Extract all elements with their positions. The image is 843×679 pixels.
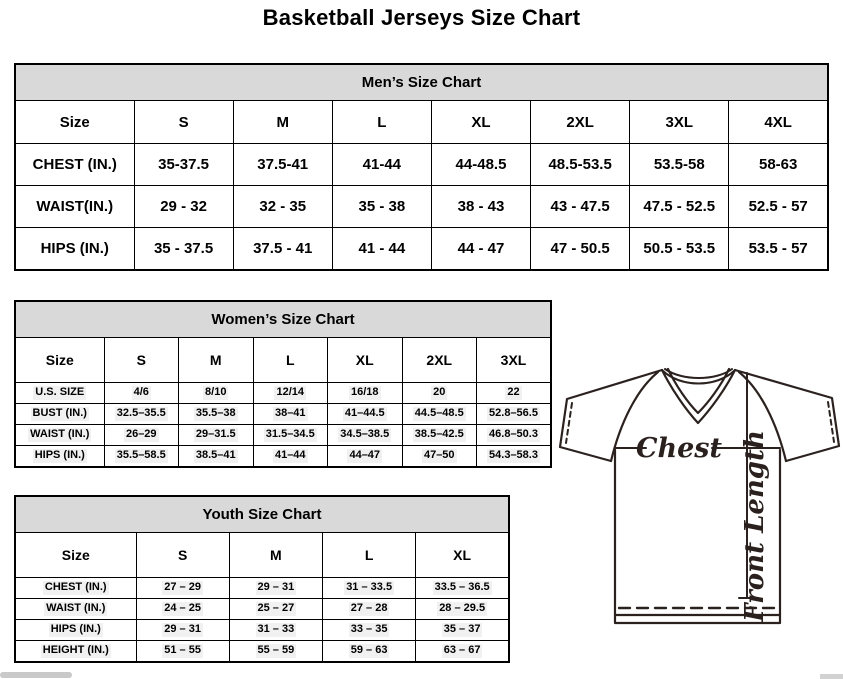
cell: 52.8–56.5	[477, 404, 552, 425]
mens-col-l: L	[332, 101, 431, 144]
cell: 31.5–34.5	[253, 425, 328, 446]
cell: 59 – 63	[323, 641, 416, 663]
womens-col-2xl: 2XL	[402, 338, 477, 383]
youth-height-row	[15, 641, 509, 663]
cell: 47.5 - 52.5	[630, 186, 729, 228]
cell: 35 – 37	[416, 620, 509, 641]
youth-size-header-row	[15, 533, 509, 578]
womens-size-chart-table	[14, 300, 552, 468]
womens-col-s: S	[104, 338, 179, 383]
mens-size-header-row	[15, 101, 828, 144]
cell: 50.5 - 53.5	[630, 228, 729, 271]
cell: 47 - 50.5	[531, 228, 630, 271]
youth-col-l: L	[323, 533, 416, 578]
cell: 44.5–48.5	[402, 404, 477, 425]
cell: 55 – 59	[229, 641, 322, 663]
cell: 47–50	[402, 446, 477, 468]
womens-bust-row	[15, 404, 551, 425]
cell: 44-48.5	[431, 144, 530, 186]
cell: 41–44.5	[328, 404, 403, 425]
cell: 48.5-53.5	[531, 144, 630, 186]
mens-col-2xl: 2XL	[531, 101, 630, 144]
cell: 43 - 47.5	[531, 186, 630, 228]
cell: 28 – 29.5	[416, 599, 509, 620]
mens-chart-header: Men’s Size Chart	[15, 64, 828, 101]
womens-ussize-row	[15, 383, 551, 404]
mens-col-4xl: 4XL	[729, 101, 828, 144]
cell: 34.5–38.5	[328, 425, 403, 446]
youth-hips-row	[15, 620, 509, 641]
youth-col-m: M	[229, 533, 322, 578]
youth-chart-header: Youth Size Chart	[15, 496, 509, 533]
cell: 41–44	[253, 446, 328, 468]
back-collar-arc-shallow	[665, 369, 732, 378]
youth-col-size: Size	[15, 533, 136, 578]
row-label: BUST (IN.)	[15, 404, 104, 425]
mens-col-size: Size	[15, 101, 134, 144]
cell: 25 – 27	[229, 599, 322, 620]
cell: 27 – 28	[323, 599, 416, 620]
row-label: WAIST(IN.)	[15, 186, 134, 228]
cell: 29 - 32	[134, 186, 233, 228]
mens-col-3xl: 3XL	[630, 101, 729, 144]
row-label: WAIST (IN.)	[15, 599, 136, 620]
cell: 32 - 35	[233, 186, 332, 228]
cell: 35 - 38	[332, 186, 431, 228]
cell: 29–31.5	[179, 425, 254, 446]
cell: 33 – 35	[323, 620, 416, 641]
cell: 16/18	[328, 383, 403, 404]
youth-col-xl: XL	[416, 533, 509, 578]
cell: 35.5–58.5	[104, 446, 179, 468]
front-length-label: Front Length	[740, 430, 770, 622]
cell: 31 – 33	[229, 620, 322, 641]
cell: 35-37.5	[134, 144, 233, 186]
cell: 26–29	[104, 425, 179, 446]
cell: 52.5 - 57	[729, 186, 828, 228]
jersey-measurement-diagram	[558, 362, 843, 662]
cell: 38.5–41	[179, 446, 254, 468]
cell: 53.5-58	[630, 144, 729, 186]
chest-label: Chest	[636, 433, 722, 464]
page-title: Basketball Jerseys Size Chart	[262, 5, 581, 30]
row-label: WAIST (IN.)	[15, 425, 104, 446]
mens-waist-row	[15, 186, 828, 228]
row-label: HIPS (IN.)	[15, 446, 104, 468]
cell: 54.3–58.3	[477, 446, 552, 468]
cell: 38–41	[253, 404, 328, 425]
mens-size-chart-table	[14, 63, 829, 271]
cell: 38 - 43	[431, 186, 530, 228]
row-label: CHEST (IN.)	[15, 144, 134, 186]
cell: 51 – 55	[136, 641, 229, 663]
cell: 32.5–35.5	[104, 404, 179, 425]
row-label: HEIGHT (IN.)	[15, 641, 136, 663]
mens-col-xl: XL	[431, 101, 530, 144]
cell: 33.5 – 36.5	[416, 578, 509, 599]
cell: 12/14	[253, 383, 328, 404]
youth-chest-row	[15, 578, 509, 599]
cell: 37.5-41	[233, 144, 332, 186]
womens-col-xl: XL	[328, 338, 403, 383]
cell: 24 – 25	[136, 599, 229, 620]
cell: 20	[402, 383, 477, 404]
cell: 44–47	[328, 446, 403, 468]
cell: 4/6	[104, 383, 179, 404]
row-label: CHEST (IN.)	[15, 578, 136, 599]
womens-hips-row	[15, 446, 551, 468]
cell: 58-63	[729, 144, 828, 186]
cell: 53.5 - 57	[729, 228, 828, 271]
womens-waist-row	[15, 425, 551, 446]
cell: 63 – 67	[416, 641, 509, 663]
cell: 29 – 31	[229, 578, 322, 599]
youth-waist-row	[15, 599, 509, 620]
mens-col-s: S	[134, 101, 233, 144]
mens-col-m: M	[233, 101, 332, 144]
row-label: U.S. SIZE	[15, 383, 104, 404]
cell: 41 - 44	[332, 228, 431, 271]
cell: 37.5 - 41	[233, 228, 332, 271]
cell: 46.8–50.3	[477, 425, 552, 446]
womens-col-m: M	[179, 338, 254, 383]
cell: 35 - 37.5	[134, 228, 233, 271]
cell: 29 – 31	[136, 620, 229, 641]
cell: 35.5–38	[179, 404, 254, 425]
cell: 38.5–42.5	[402, 425, 477, 446]
cell: 44 - 47	[431, 228, 530, 271]
womens-col-size: Size	[15, 338, 104, 383]
scrollbar-corner[interactable]	[820, 674, 843, 679]
youth-size-chart-table	[14, 495, 510, 663]
horizontal-scrollbar-thumb[interactable]	[0, 672, 72, 678]
cell: 31 – 33.5	[323, 578, 416, 599]
cell: 41-44	[332, 144, 431, 186]
row-label: HIPS (IN.)	[15, 620, 136, 641]
womens-col-l: L	[253, 338, 328, 383]
womens-col-3xl: 3XL	[477, 338, 552, 383]
womens-chart-header: Women’s Size Chart	[15, 301, 551, 338]
mens-chest-row	[15, 144, 828, 186]
youth-col-s: S	[136, 533, 229, 578]
cell: 8/10	[179, 383, 254, 404]
cell: 27 – 29	[136, 578, 229, 599]
row-label: HIPS (IN.)	[15, 228, 134, 271]
cell: 22	[477, 383, 552, 404]
left-cuff-dashed-line	[566, 403, 572, 443]
womens-size-header-row	[15, 338, 551, 383]
mens-hips-row	[15, 228, 828, 271]
